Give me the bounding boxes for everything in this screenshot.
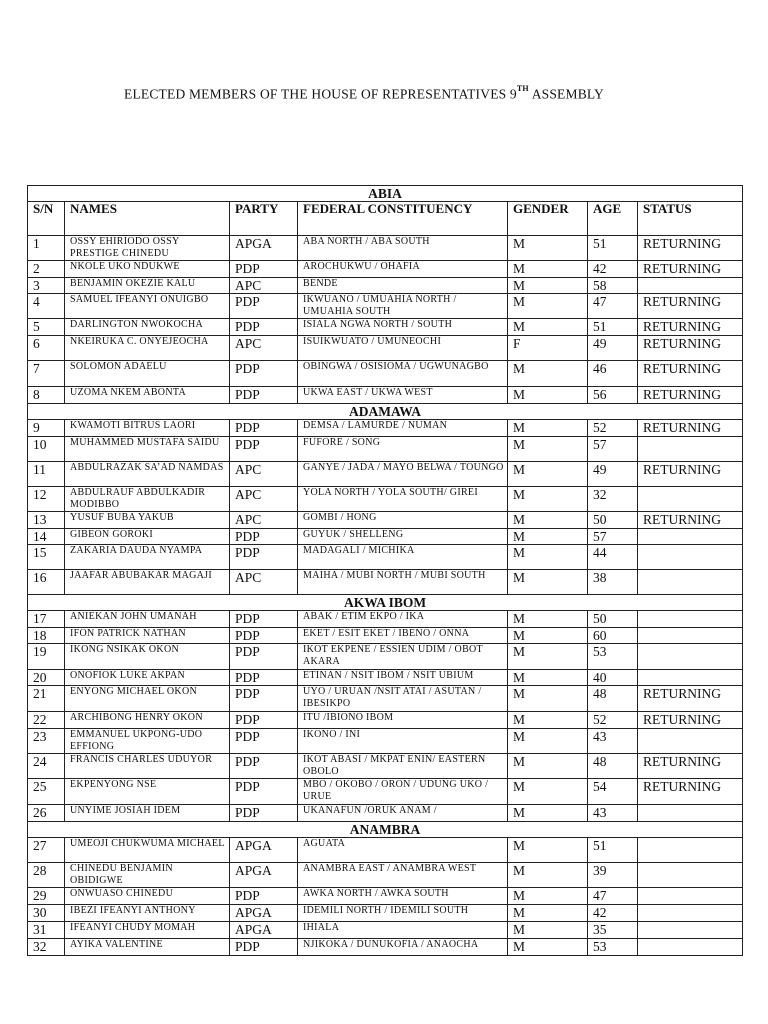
- status-cell: [638, 922, 743, 939]
- table-row: [28, 336, 743, 361]
- age-cell: 43: [588, 729, 638, 754]
- member-name: NKEIRUKA C. ONYEJEOCHA: [65, 336, 230, 361]
- table-row: [28, 294, 743, 319]
- age-cell: 48: [588, 686, 638, 712]
- member-name: NKOLE UKO NDUKWE: [65, 261, 230, 278]
- age-cell: 49: [588, 462, 638, 487]
- member-name: UZOMA NKEM ABONTA: [65, 387, 230, 404]
- serial-number: 20: [28, 670, 65, 686]
- constituency-cell: OBINGWA / OSISIOMA / UGWUNAGBO: [298, 361, 508, 387]
- state-name: ANAMBRA: [28, 822, 743, 838]
- status-cell: [638, 437, 743, 462]
- table-row: [28, 437, 743, 462]
- serial-number: 26: [28, 805, 65, 822]
- status-cell: RETURNING: [638, 319, 743, 336]
- age-cell: 52: [588, 420, 638, 437]
- table-row: [28, 922, 743, 939]
- member-name: ONWUASO CHINEDU: [65, 888, 230, 905]
- gender-cell: M: [508, 939, 588, 956]
- serial-number: 8: [28, 387, 65, 404]
- gender-cell: M: [508, 838, 588, 863]
- constituency-cell: ISIALA NGWA NORTH / SOUTH: [298, 319, 508, 336]
- member-name: UMEOJI CHUKWUMA MICHAEL: [65, 838, 230, 863]
- party-cell: APC: [230, 512, 298, 529]
- gender-cell: M: [508, 805, 588, 822]
- serial-number: 30: [28, 905, 65, 922]
- serial-number: 24: [28, 754, 65, 779]
- age-cell: 38: [588, 570, 638, 595]
- table-row: [28, 754, 743, 779]
- serial-number: 14: [28, 529, 65, 545]
- party-cell: PDP: [230, 686, 298, 712]
- serial-number: 2: [28, 261, 65, 278]
- gender-cell: M: [508, 487, 588, 512]
- status-cell: [638, 729, 743, 754]
- serial-number: 29: [28, 888, 65, 905]
- constituency-cell: ITU /IBIONO IBOM: [298, 712, 508, 729]
- gender-cell: M: [508, 670, 588, 686]
- age-cell: 57: [588, 437, 638, 462]
- member-name: ENYONG MICHAEL OKON: [65, 686, 230, 712]
- table-row: [28, 686, 743, 712]
- serial-number: 19: [28, 644, 65, 670]
- table-row: [28, 319, 743, 336]
- constituency-cell: IDEMILI NORTH / IDEMILI SOUTH: [298, 905, 508, 922]
- status-cell: [638, 278, 743, 294]
- age-cell: 57: [588, 529, 638, 545]
- serial-number: 22: [28, 712, 65, 729]
- gender-cell: M: [508, 294, 588, 319]
- gender-cell: M: [508, 611, 588, 628]
- gender-cell: M: [508, 261, 588, 278]
- status-cell: RETURNING: [638, 420, 743, 437]
- status-cell: [638, 863, 743, 888]
- gender-cell: M: [508, 729, 588, 754]
- serial-number: 27: [28, 838, 65, 863]
- header-status: STATUS: [638, 202, 743, 236]
- age-cell: 32: [588, 487, 638, 512]
- age-cell: 44: [588, 545, 638, 570]
- age-cell: 53: [588, 939, 638, 956]
- age-cell: 51: [588, 236, 638, 261]
- table-row: [28, 512, 743, 529]
- constituency-cell: BENDE: [298, 278, 508, 294]
- party-cell: PDP: [230, 754, 298, 779]
- constituency-cell: GOMBI / HONG: [298, 512, 508, 529]
- serial-number: 10: [28, 437, 65, 462]
- status-cell: [638, 611, 743, 628]
- member-name: FRANCIS CHARLES UDUYOR: [65, 754, 230, 779]
- age-cell: 47: [588, 888, 638, 905]
- title-tail: ASSEMBLY: [528, 86, 604, 102]
- age-cell: 51: [588, 319, 638, 336]
- gender-cell: M: [508, 754, 588, 779]
- table-row: [28, 644, 743, 670]
- gender-cell: M: [508, 712, 588, 729]
- table-row: [28, 361, 743, 387]
- party-cell: PDP: [230, 319, 298, 336]
- party-cell: PDP: [230, 361, 298, 387]
- state-row: [28, 822, 743, 838]
- gender-cell: M: [508, 512, 588, 529]
- gender-cell: M: [508, 779, 588, 805]
- table-row: [28, 712, 743, 729]
- member-name: YUSUF BUBA YAKUB: [65, 512, 230, 529]
- serial-number: 4: [28, 294, 65, 319]
- serial-number: 17: [28, 611, 65, 628]
- state-row: [28, 595, 743, 611]
- title-superscript: TH: [516, 84, 529, 93]
- state-row: [28, 404, 743, 420]
- age-cell: 42: [588, 261, 638, 278]
- serial-number: 6: [28, 336, 65, 361]
- member-name: IBEZI IFEANYI ANTHONY: [65, 905, 230, 922]
- gender-cell: M: [508, 628, 588, 644]
- gender-cell: M: [508, 570, 588, 595]
- header-names: NAMES: [65, 202, 230, 236]
- constituency-cell: ABA NORTH / ABA SOUTH: [298, 236, 508, 261]
- status-cell: RETURNING: [638, 779, 743, 805]
- serial-number: 21: [28, 686, 65, 712]
- table-row: [28, 670, 743, 686]
- party-cell: APGA: [230, 863, 298, 888]
- member-name: IFON PATRICK NATHAN: [65, 628, 230, 644]
- gender-cell: M: [508, 278, 588, 294]
- page-title: [0, 86, 728, 103]
- member-name: GIBEON GOROKI: [65, 529, 230, 545]
- age-cell: 48: [588, 754, 638, 779]
- party-cell: APGA: [230, 838, 298, 863]
- serial-number: 32: [28, 939, 65, 956]
- table-row: [28, 611, 743, 628]
- party-cell: APC: [230, 487, 298, 512]
- table-row: [28, 628, 743, 644]
- constituency-cell: MADAGALI / MICHIKA: [298, 545, 508, 570]
- member-name: OSSY EHIRIODO OSSY PRESTIGE CHINEDU: [65, 236, 230, 261]
- constituency-cell: DEMSA / LAMURDE / NUMAN: [298, 420, 508, 437]
- status-cell: RETURNING: [638, 294, 743, 319]
- member-name: ONOFIOK LUKE AKPAN: [65, 670, 230, 686]
- constituency-cell: IKOT ABASI / MKPAT ENIN/ EASTERN OBOLO: [298, 754, 508, 779]
- age-cell: 58: [588, 278, 638, 294]
- age-cell: 43: [588, 805, 638, 822]
- gender-cell: M: [508, 319, 588, 336]
- table-row: [28, 487, 743, 512]
- gender-cell: M: [508, 863, 588, 888]
- table-row: [28, 779, 743, 805]
- constituency-cell: YOLA NORTH / YOLA SOUTH/ GIREI: [298, 487, 508, 512]
- constituency-cell: ISUIKWUATO / UMUNEOCHI: [298, 336, 508, 361]
- status-cell: RETURNING: [638, 236, 743, 261]
- member-name: AYIKA VALENTINE: [65, 939, 230, 956]
- party-cell: APGA: [230, 922, 298, 939]
- header-gender: GENDER: [508, 202, 588, 236]
- party-cell: APC: [230, 278, 298, 294]
- constituency-cell: IKOT EKPENE / ESSIEN UDIM / OBOT AKARA: [298, 644, 508, 670]
- status-cell: RETURNING: [638, 361, 743, 387]
- status-cell: RETURNING: [638, 712, 743, 729]
- constituency-cell: UYO / URUAN /NSIT ATAI / ASUTAN / IBESIKPO: [298, 686, 508, 712]
- party-cell: PDP: [230, 545, 298, 570]
- age-cell: 56: [588, 387, 638, 404]
- serial-number: 12: [28, 487, 65, 512]
- constituency-cell: IKONO / INI: [298, 729, 508, 754]
- state-name: ABIA: [28, 186, 743, 202]
- age-cell: 50: [588, 611, 638, 628]
- table-row: [28, 905, 743, 922]
- serial-number: 9: [28, 420, 65, 437]
- table-row: [28, 236, 743, 261]
- serial-number: 16: [28, 570, 65, 595]
- gender-cell: M: [508, 387, 588, 404]
- table-row: [28, 278, 743, 294]
- constituency-cell: ETINAN / NSIT IBOM / NSIT UBIUM: [298, 670, 508, 686]
- age-cell: 53: [588, 644, 638, 670]
- status-cell: RETURNING: [638, 387, 743, 404]
- member-name: SAMUEL IFEANYI ONUIGBO: [65, 294, 230, 319]
- serial-number: 15: [28, 545, 65, 570]
- constituency-cell: IKWUANO / UMUAHIA NORTH / UMUAHIA SOUTH: [298, 294, 508, 319]
- gender-cell: M: [508, 529, 588, 545]
- table-row: [28, 863, 743, 888]
- status-cell: [638, 628, 743, 644]
- member-name: BENJAMIN OKEZIE KALU: [65, 278, 230, 294]
- table-row: [28, 545, 743, 570]
- gender-cell: M: [508, 236, 588, 261]
- serial-number: 28: [28, 863, 65, 888]
- members-table: [27, 185, 743, 956]
- party-cell: APC: [230, 570, 298, 595]
- table-row: [28, 462, 743, 487]
- party-cell: PDP: [230, 729, 298, 754]
- state-name: ADAMAWA: [28, 404, 743, 420]
- constituency-cell: AROCHUKWU / OHAFIA: [298, 261, 508, 278]
- table-row: [28, 888, 743, 905]
- constituency-cell: MAIHA / MUBI NORTH / MUBI SOUTH: [298, 570, 508, 595]
- status-cell: RETURNING: [638, 336, 743, 361]
- constituency-cell: NJIKOKA / DUNUKOFIA / ANAOCHA: [298, 939, 508, 956]
- member-name: EKPENYONG NSE: [65, 779, 230, 805]
- party-cell: PDP: [230, 628, 298, 644]
- constituency-cell: ANAMBRA EAST / ANAMBRA WEST: [298, 863, 508, 888]
- age-cell: 50: [588, 512, 638, 529]
- party-cell: PDP: [230, 779, 298, 805]
- constituency-cell: GANYE / JADA / MAYO BELWA / TOUNGO: [298, 462, 508, 487]
- age-cell: 46: [588, 361, 638, 387]
- member-name: ARCHIBONG HENRY OKON: [65, 712, 230, 729]
- age-cell: 54: [588, 779, 638, 805]
- header-row: [28, 202, 743, 236]
- member-name: UNYIME JOSIAH IDEM: [65, 805, 230, 822]
- member-name: SOLOMON ADAELU: [65, 361, 230, 387]
- constituency-cell: UKANAFUN /ORUK ANAM /: [298, 805, 508, 822]
- status-cell: [638, 529, 743, 545]
- serial-number: 3: [28, 278, 65, 294]
- member-name: ABDULRAZAK SA’AD NAMDAS: [65, 462, 230, 487]
- status-cell: [638, 888, 743, 905]
- constituency-cell: UKWA EAST / UKWA WEST: [298, 387, 508, 404]
- status-cell: RETURNING: [638, 754, 743, 779]
- party-cell: PDP: [230, 294, 298, 319]
- gender-cell: M: [508, 686, 588, 712]
- party-cell: PDP: [230, 529, 298, 545]
- header-constituency: FEDERAL CONSTITUENCY: [298, 202, 508, 236]
- gender-cell: F: [508, 336, 588, 361]
- party-cell: PDP: [230, 261, 298, 278]
- member-name: JAAFAR ABUBAKAR MAGAJI: [65, 570, 230, 595]
- gender-cell: M: [508, 420, 588, 437]
- table-row: [28, 261, 743, 278]
- gender-cell: M: [508, 644, 588, 670]
- gender-cell: M: [508, 462, 588, 487]
- member-name: EMMANUEL UKPONG-UDO EFFIONG: [65, 729, 230, 754]
- member-name: ZAKARIA DAUDA NYAMPA: [65, 545, 230, 570]
- gender-cell: M: [508, 905, 588, 922]
- status-cell: RETURNING: [638, 512, 743, 529]
- party-cell: PDP: [230, 437, 298, 462]
- party-cell: PDP: [230, 420, 298, 437]
- serial-number: 7: [28, 361, 65, 387]
- table-row: [28, 939, 743, 956]
- member-name: IKONG NSIKAK OKON: [65, 644, 230, 670]
- status-cell: [638, 905, 743, 922]
- member-name: MUHAMMED MUSTAFA SAIDU: [65, 437, 230, 462]
- table-row: [28, 529, 743, 545]
- member-name: ABDULRAUF ABDULKADIR MODIBBO: [65, 487, 230, 512]
- serial-number: 31: [28, 922, 65, 939]
- gender-cell: M: [508, 361, 588, 387]
- party-cell: APGA: [230, 236, 298, 261]
- status-cell: [638, 487, 743, 512]
- age-cell: 47: [588, 294, 638, 319]
- table-row: [28, 729, 743, 754]
- party-cell: PDP: [230, 712, 298, 729]
- age-cell: 52: [588, 712, 638, 729]
- constituency-cell: IHIALA: [298, 922, 508, 939]
- member-name: DARLINGTON NWOKOCHA: [65, 319, 230, 336]
- status-cell: RETURNING: [638, 686, 743, 712]
- table-row: [28, 420, 743, 437]
- party-cell: PDP: [230, 939, 298, 956]
- header-party: PARTY: [230, 202, 298, 236]
- state-name: AKWA IBOM: [28, 595, 743, 611]
- status-cell: [638, 838, 743, 863]
- party-cell: PDP: [230, 888, 298, 905]
- status-cell: RETURNING: [638, 462, 743, 487]
- party-cell: APC: [230, 462, 298, 487]
- status-cell: [638, 545, 743, 570]
- members-table-body: [28, 186, 743, 956]
- constituency-cell: AWKA NORTH / AWKA SOUTH: [298, 888, 508, 905]
- status-cell: [638, 670, 743, 686]
- party-cell: PDP: [230, 611, 298, 628]
- age-cell: 49: [588, 336, 638, 361]
- serial-number: 11: [28, 462, 65, 487]
- status-cell: [638, 939, 743, 956]
- status-cell: [638, 570, 743, 595]
- age-cell: 42: [588, 905, 638, 922]
- serial-number: 25: [28, 779, 65, 805]
- serial-number: 13: [28, 512, 65, 529]
- party-cell: APC: [230, 336, 298, 361]
- table-row: [28, 805, 743, 822]
- constituency-cell: EKET / ESIT EKET / IBENO / ONNA: [298, 628, 508, 644]
- constituency-cell: FUFORE / SONG: [298, 437, 508, 462]
- header-age: AGE: [588, 202, 638, 236]
- table-row: [28, 838, 743, 863]
- age-cell: 51: [588, 838, 638, 863]
- status-cell: [638, 805, 743, 822]
- status-cell: RETURNING: [638, 261, 743, 278]
- party-cell: PDP: [230, 644, 298, 670]
- age-cell: 60: [588, 628, 638, 644]
- status-cell: [638, 644, 743, 670]
- constituency-cell: ABAK / ETIM EKPO / IKA: [298, 611, 508, 628]
- member-name: ANIEKAN JOHN UMANAH: [65, 611, 230, 628]
- serial-number: 1: [28, 236, 65, 261]
- party-cell: PDP: [230, 805, 298, 822]
- constituency-cell: GUYUK / SHELLENG: [298, 529, 508, 545]
- gender-cell: M: [508, 922, 588, 939]
- constituency-cell: MBO / OKOBO / ORON / UDUNG UKO / URUE: [298, 779, 508, 805]
- table-row: [28, 570, 743, 595]
- member-name: KWAMOTI BITRUS LAORI: [65, 420, 230, 437]
- member-name: CHINEDU BENJAMIN OBIDIGWE: [65, 863, 230, 888]
- party-cell: PDP: [230, 387, 298, 404]
- constituency-cell: AGUATA: [298, 838, 508, 863]
- gender-cell: M: [508, 888, 588, 905]
- serial-number: 18: [28, 628, 65, 644]
- serial-number: 23: [28, 729, 65, 754]
- state-row: [28, 186, 743, 202]
- party-cell: APGA: [230, 905, 298, 922]
- age-cell: 39: [588, 863, 638, 888]
- gender-cell: M: [508, 545, 588, 570]
- table-row: [28, 387, 743, 404]
- party-cell: PDP: [230, 670, 298, 686]
- serial-number: 5: [28, 319, 65, 336]
- member-name: IFEANYI CHUDY MOMAH: [65, 922, 230, 939]
- age-cell: 40: [588, 670, 638, 686]
- header-sn: S/N: [28, 202, 65, 236]
- title-text: ELECTED MEMBERS OF THE HOUSE OF REPRESENTATIVES 9: [124, 86, 517, 102]
- age-cell: 35: [588, 922, 638, 939]
- gender-cell: M: [508, 437, 588, 462]
